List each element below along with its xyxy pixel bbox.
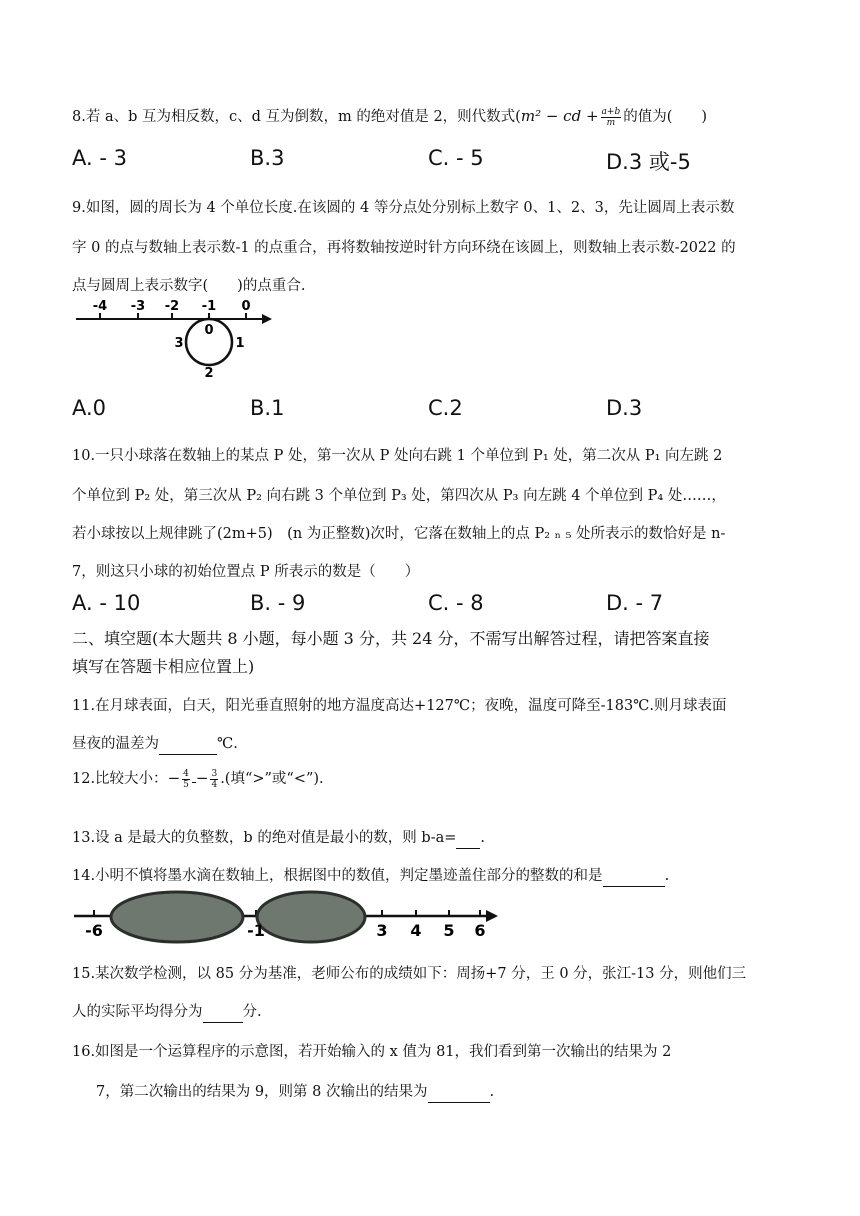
- q10-option-a[interactable]: A. - 10: [72, 591, 141, 615]
- q9-circle-label: 3: [174, 336, 184, 351]
- q15-answer-blank[interactable]: [203, 1002, 243, 1023]
- section-2-heading-line-1: 二、填空题(本大题共 8 小题，每小题 3 分，共 24 分，不需写出解答过程，请把答案直接: [72, 629, 710, 648]
- q11-answer-blank[interactable]: [159, 734, 217, 755]
- q14-answer-blank[interactable]: [603, 866, 665, 887]
- q14-axis-label: 6: [474, 921, 486, 940]
- question-9-line-3: 点与圆周上表示数字( )的点重合.: [72, 278, 306, 294]
- q12-fraction-2: $\frac{3}{4}$: [211, 768, 218, 790]
- q9-axis-label: 0: [241, 299, 251, 314]
- q14-axis-label: 4: [410, 921, 422, 940]
- question-15-line-2: 人的实际平均得分为 分.: [72, 1002, 802, 1023]
- section-2-heading-line-2: 填写在答题卡相应位置上): [72, 657, 255, 676]
- q10-option-d[interactable]: D. - 7: [606, 591, 664, 615]
- q9-option-b[interactable]: B.1: [250, 396, 285, 420]
- q12-fraction-1: $\frac{4}{5}$: [183, 768, 189, 790]
- q14-ink-numberline-figure: [70, 890, 506, 946]
- q8-expression: m² − cd +: [520, 107, 599, 125]
- q9-option-d[interactable]: D.3: [606, 396, 643, 420]
- q14-axis-label: -1: [247, 921, 265, 940]
- q10-option-c[interactable]: C. - 8: [428, 591, 484, 615]
- q9-circle-label: 2: [204, 366, 214, 381]
- q8-text-end: 的值为( ): [623, 109, 708, 125]
- q8-options: [72, 146, 792, 176]
- question-10-line-3: 若小球按以上规律跳了(2m+5) (n 为正整数)次时，它落在数轴上的点 P₂ ₙ ₅ 处所表示的数恰好是 n-: [72, 526, 726, 542]
- question-9-line-2: 字 0 的点与数轴上表示数-1 的点重合，再将数轴按逆时针方向环绕在该圆上，则数轴上表示数-2022 的: [72, 240, 736, 256]
- q13-answer-blank[interactable]: [456, 828, 480, 849]
- q8-option-b[interactable]: B.3: [250, 146, 285, 170]
- q9-circle-label: 1: [235, 336, 245, 351]
- q9-axis-label: -1: [201, 299, 217, 314]
- question-12: 12.比较大小：− $\frac{4}{5}$ − $\frac{3}{4}$ .(填“>”或“<”).: [72, 768, 324, 790]
- q9-option-a[interactable]: A.0: [72, 396, 107, 420]
- q10-options: [72, 591, 792, 621]
- q8-fraction: $\frac{a+b}{m}$: [601, 106, 621, 128]
- q16-answer-blank[interactable]: [428, 1082, 490, 1103]
- q9-axis-label: -3: [130, 299, 146, 314]
- q14-axis-label: 5: [443, 921, 455, 940]
- question-16-line-1: 16.如图是一个运算程序的示意图，若开始输入的 x 值为 81，我们看到第一次输出的结果为 2: [72, 1044, 672, 1060]
- question-9-line-1: 9.如图，圆的周长为 4 个单位长度.在该圆的 4 等分点处分别标上数字 0、1、2、3，先让圆周上表示数: [72, 200, 735, 216]
- q14-axis-label: 3: [376, 921, 388, 940]
- question-8: [72, 106, 802, 128]
- ink-blot-right: [257, 892, 365, 942]
- question-10-line-4: 7，则这只小球的初始位置点 P 所表示的数是（ ）: [72, 564, 420, 580]
- q9-axis-label: -2: [164, 299, 180, 314]
- q8-option-c[interactable]: C. - 5: [428, 146, 484, 170]
- q9-circle-numberline-figure: [72, 294, 282, 384]
- q9-option-c[interactable]: C.2: [428, 396, 463, 420]
- question-15-line-1: 15.某次数学检测，以 85 分为基准，老师公布的成绩如下：周扬+7 分，王 0 分，张江-13 分，则他们三: [72, 966, 747, 982]
- ink-blot-left: [111, 892, 243, 942]
- question-13: 13.设 a 是最大的负整数，b 的绝对值是最小的数，则 b-a= .: [72, 828, 802, 849]
- q10-option-b[interactable]: B. - 9: [250, 591, 306, 615]
- q9-axis-label: -4: [92, 299, 108, 314]
- q8-text: 8.若 a、b 互为相反数，c、d 互为倒数，m 的绝对值是 2，则代数式(: [72, 109, 521, 125]
- question-10-line-2: 个单位到 P₂ 处，第三次从 P₂ 向右跳 3 个单位到 P₃ 处，第四次从 P₃ 向左跳 4 个单位到 P₄ 处……，: [72, 488, 726, 504]
- q14-axis-label: -6: [85, 921, 103, 940]
- q9-options: [72, 396, 792, 426]
- q9-circle-label: 0: [204, 323, 214, 338]
- q8-option-a[interactable]: A. - 3: [72, 146, 127, 170]
- question-11-line-2: 昼夜的温差为 ℃.: [72, 734, 802, 755]
- question-10-line-1: 10.一只小球落在数轴上的某点 P 处，第一次从 P 处向右跳 1 个单位到 P₁ 处，第二次从 P₁ 向左跳 2: [72, 448, 723, 464]
- question-11-line-1: 11.在月球表面，白天，阳光垂直照射的地方温度高达+127℃；夜晚，温度可降至-183℃.则月球表面: [72, 698, 727, 714]
- question-14: 14.小明不慎将墨水滴在数轴上，根据图中的数值，判定墨迹盖住部分的整数的和是 .: [72, 866, 802, 887]
- question-16-line-2: 7，第二次输出的结果为 9，则第 8 次输出的结果为 .: [96, 1082, 826, 1103]
- q8-option-d[interactable]: D.3 或-5: [606, 150, 691, 174]
